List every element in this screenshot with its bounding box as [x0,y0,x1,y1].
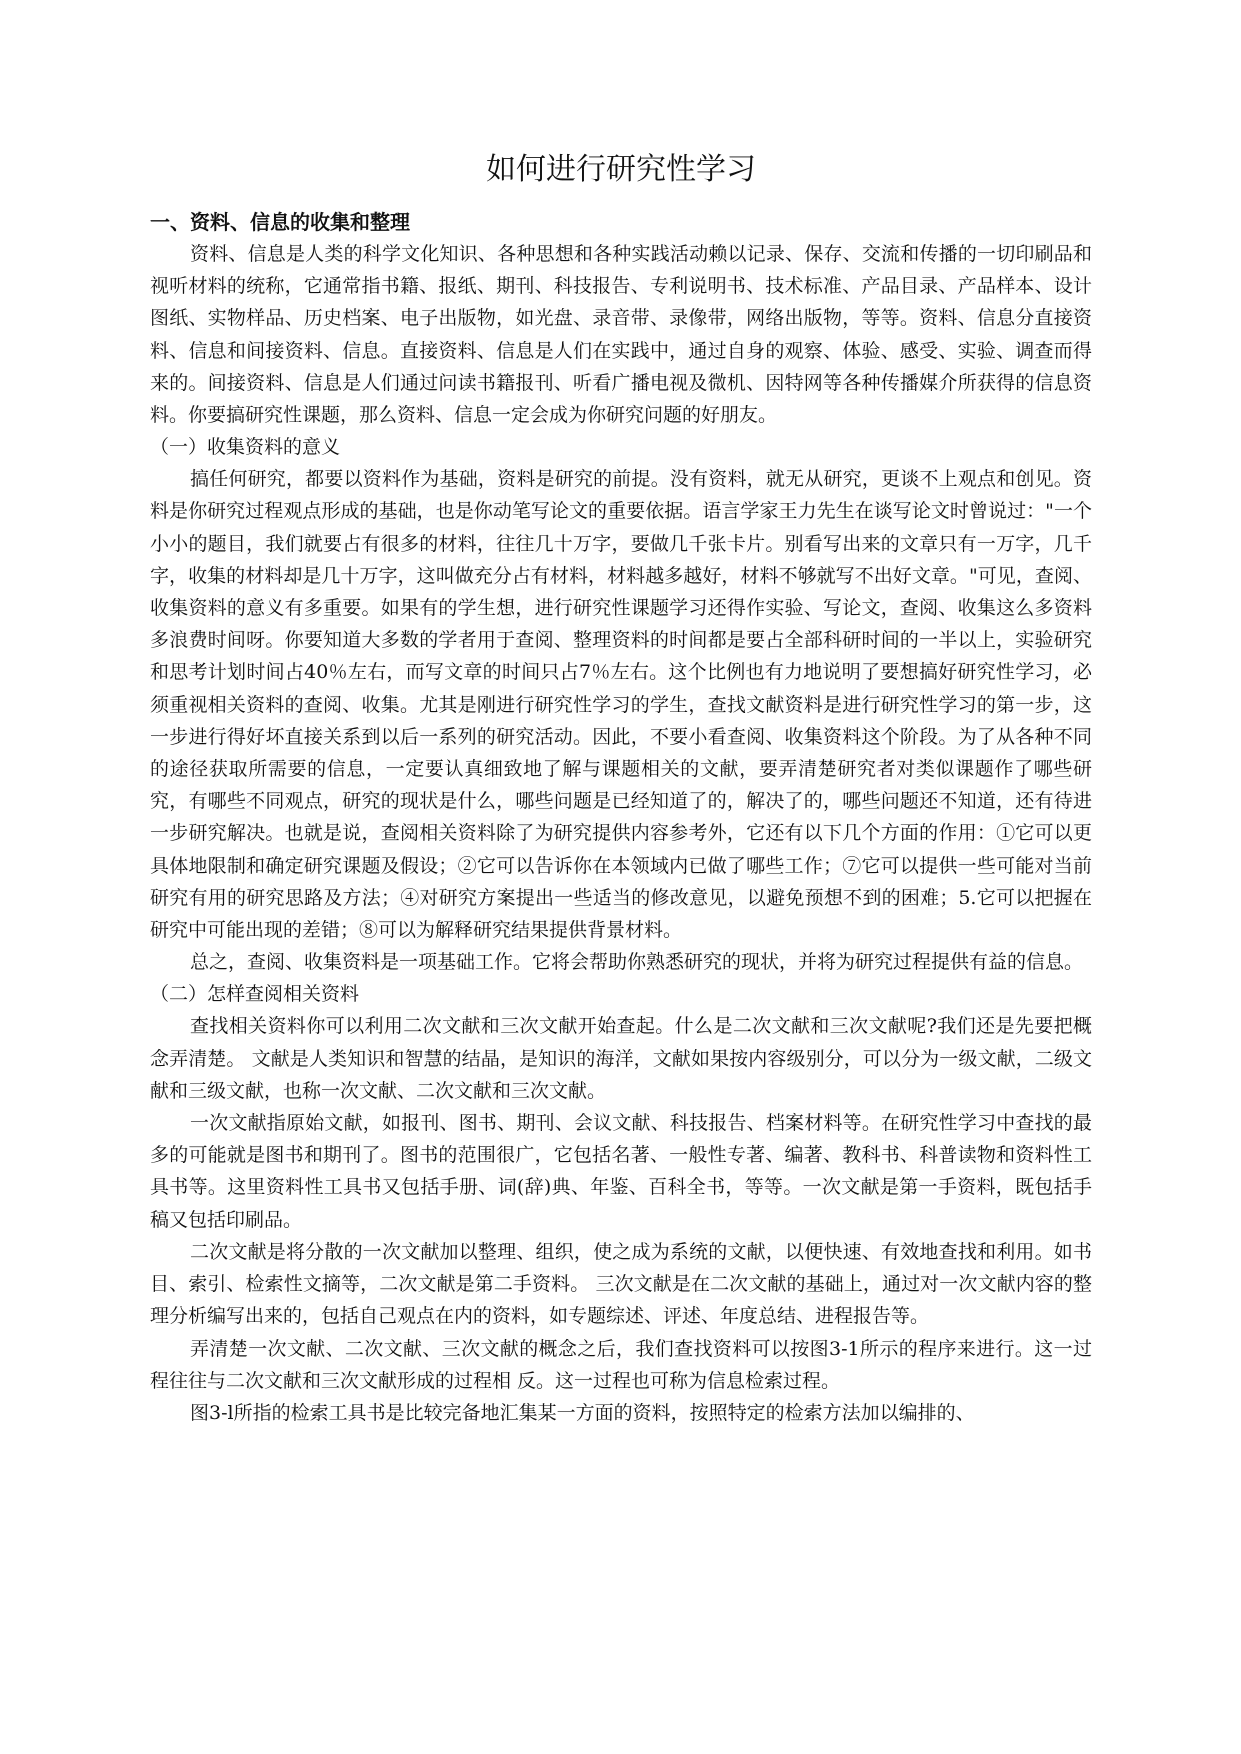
paragraph-retrieval-tools: 图3-l所指的检索工具书是比较完备地汇集某一方面的资料，按照特定的检索方法加以编排的、 [190,1401,975,1424]
section-heading-collection: 一、资料、信息的收集和整理 [150,210,410,234]
paragraph-significance: 搞任何研究，都要以资料作为基础，资料是研究的前提。没有资料，就无从研究，更谈不上观点和创见。资料是你研究过程观点形成的基础，也是你动笔写论文的重要依据。语言学家王力先生在谈写论文时曾说过："一个小小的题目，我们就要占有很多的材料，往往几十万字，要做几千张卡片。别看写出来的文章只有一万字，几千字，收集的材料却是几十万字，这叫做充分占有材料，材料越多越好，材料不够就写不出好文章。"可见，查阅、收集资料的意义有多重要。如果有的学生想，进行研究性课题学习还得作实验、写论文，查阅、收集这么多资料多浪费时间呀。你要知道大多数的学者用于查阅、整理资料的时间都是要占全部科研时间的一半以上，实验研究和思考计划时间占40％左右，而写文章的时间只占7％左右。这个比例也有力地说明了要想搞好研究性学习，必须重视相关资料的查阅、收集。尤其是刚进行研究性学习的学生，查找文献资料是进行研究性学习的第一步，这一步进行得好坏直接关系到以后一系列的研究活动。因此，不要小看查阅、收集资料这个阶段。为了从各种不同的途径获取所需要的信息，一定要认真细致地了解与课题相关的文献，要弄清楚研究者对类似课题作了哪些研究，有哪些不同观点，研究的现状是什么，哪些问题是已经知道了的，解决了的，哪些问题还不知道，还有待进一步研究解决。也就是说，查阅相关资料除了为研究提供内容参考外，它还有以下几个方面的作用：①它可以更具体地限制和确定研究课题及假设；②它可以告诉你在本领域内已做了哪些工作；⑦它可以提供一些可能对当前研究有用的研究思路及方法；④对研究方案提出一些适当的修改意见，以避免预想不到的困难；5.它可以把握在研究中可能出现的差错；⑧可以为解释研究结果提供背景材料。 [150,468,1092,942]
document-page [150,150,1092,1429]
paragraph-intro: 资料、信息是人类的科学文化知识、各种思想和各种实践活动赖以记录、保存、交流和传播的一切印刷品和视听材料的统称，它通常指书籍、报纸、期刊、科技报告、专利说明书、技术标准、产品目录、产品样本、设计图纸、实物样品、历史档案、电子出版物，如光盘、录音带、录像带，网络出版物，等等。资料、信息分直接资料、信息和间接资料、信息。直接资料、信息是人们在实践中，通过自身的观察、体验、感受、实验、调查而得来的。间接资料、信息是人们通过问读书籍报刊、听看广播电视及微机、因特网等各种传播媒介所获得的信息资料。你要搞研究性课题，那么资料、信息一定会成为你研究问题的好朋友。 [150,243,1092,427]
paragraph-search-procedure: 弄清楚一次文献、二次文献、三次文献的概念之后，我们查找资料可以按图3-1所示的程序来进行。这一过程往往与二次文献和三次文献形成的过程相 反。这一过程也可称为信息检索过程。 [150,1337,1092,1392]
subsection-heading-significance: （一）收集资料的意义 [150,436,341,459]
subsection-heading-how-to-search: （二）怎样查阅相关资料 [150,983,360,1006]
paragraph-secondary-literature: 二次文献是将分散的一次文献加以整理、组织，使之成为系统的文献，以便快速、有效地查找和利用。如书目、索引、检索性文摘等，二次文献是第二手资料。 三次文献是在二次文献的基础上，通过对一次文献内容的整理分析编写出来的，包括自己观点在内的资料，如专题综述、评述、年度总结、进程报告等。 [150,1240,1092,1328]
document-title: 如何进行研究性学习 [486,152,756,187]
paragraph-primary-literature: 一次文献指原始文献，如报刊、图书、期刊、会议文献、科技报告、档案材料等。在研究性学习中查找的最多的可能就是图书和期刊了。图书的范围很广，它包括名著、一般性专著、编著、教科书、科普读物和资料性工具书等。这里资料性工具书又包括手册、词(辞)典、年鉴、百科全书，等等。一次文献是第一手资料，既包括手稿又包括印刷品。 [150,1112,1092,1231]
paragraph-secondary-tertiary: 查找相关资料你可以利用二次文献和三次文献开始查起。什么是二次文献和三次文献呢?我们还是先要把概念弄清楚。 文献是人类知识和智慧的结晶，是知识的海洋，文献如果按内容级别分，可以分为一级文献，二级文献和三级文献，也称一次文献、二次文献和三次文献。 [150,1015,1092,1102]
paragraph-summary: 总之，查阅、收集资料是一项基础工作。它将会帮助你熟悉研究的现状，并将为研究过程提供有益的信息。 [190,951,1084,974]
